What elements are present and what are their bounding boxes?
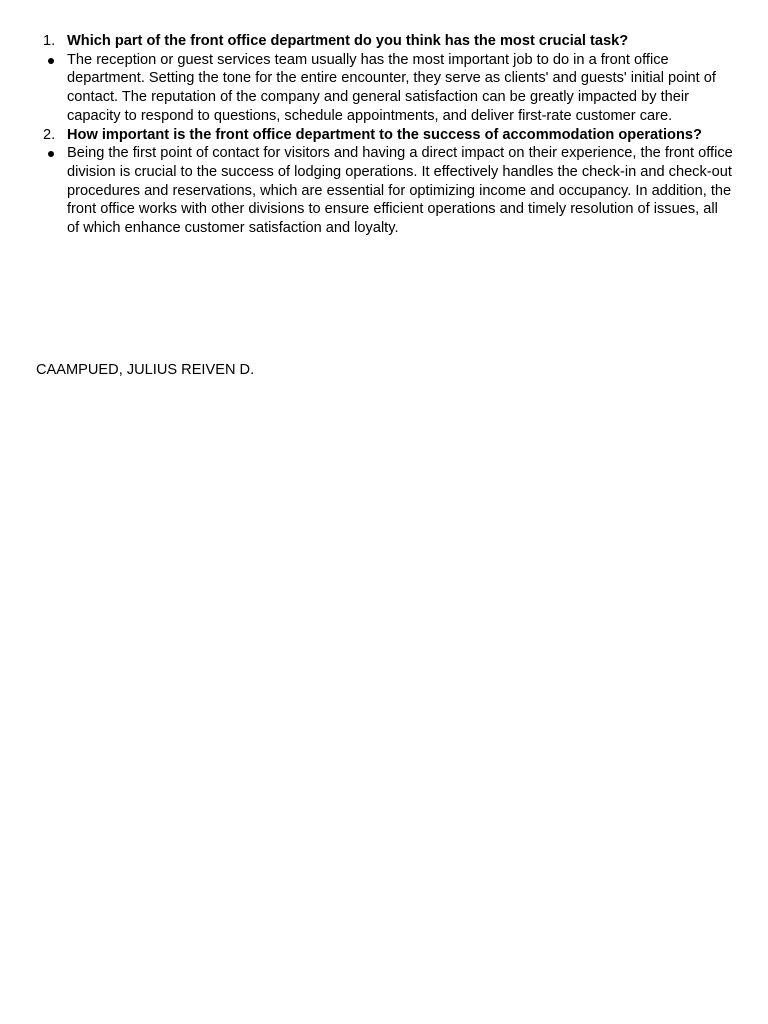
author-name: CAAMPUED, JULIUS REIVEN D. — [36, 362, 255, 378]
bullet-icon — [48, 151, 54, 157]
answer-item-1 — [0, 51, 768, 126]
list-number: 2. — [43, 126, 56, 143]
document-body — [0, 32, 768, 238]
answer-text: The reception or guest services team usually has the most important job to do in a front office department. Setting the tone for the entire encounter, they serve as clients' and guests' initial point of contact. The reputation of the company and general satisfaction can be greatly impacted by their capacity to respond to questions, schedule appointments, and deliver first-rate customer care. — [67, 51, 716, 124]
bullet-icon — [48, 58, 54, 64]
list-number: 1. — [43, 33, 56, 49]
question-text: Which part of the front office department do you think has the most crucial task? — [67, 33, 629, 49]
answer-item-2 — [0, 144, 768, 238]
question-text: How important is the front office department to the success of accommodation operations? — [67, 126, 702, 143]
question-item-1 — [0, 32, 768, 51]
question-item-2 — [0, 126, 768, 145]
answer-text: Being the first point of contact for visitors and having a direct impact on their experience, the front office division is crucial to the success of lodging operations. It effectively handles the check-in and check-out procedures and reservations, which are essential for optimizing income and occupancy. In addition, the front office works with other divisions to ensure efficient operations and timely resolution of issues, all of which enhance customer satisfaction and loyalty. — [67, 145, 733, 237]
